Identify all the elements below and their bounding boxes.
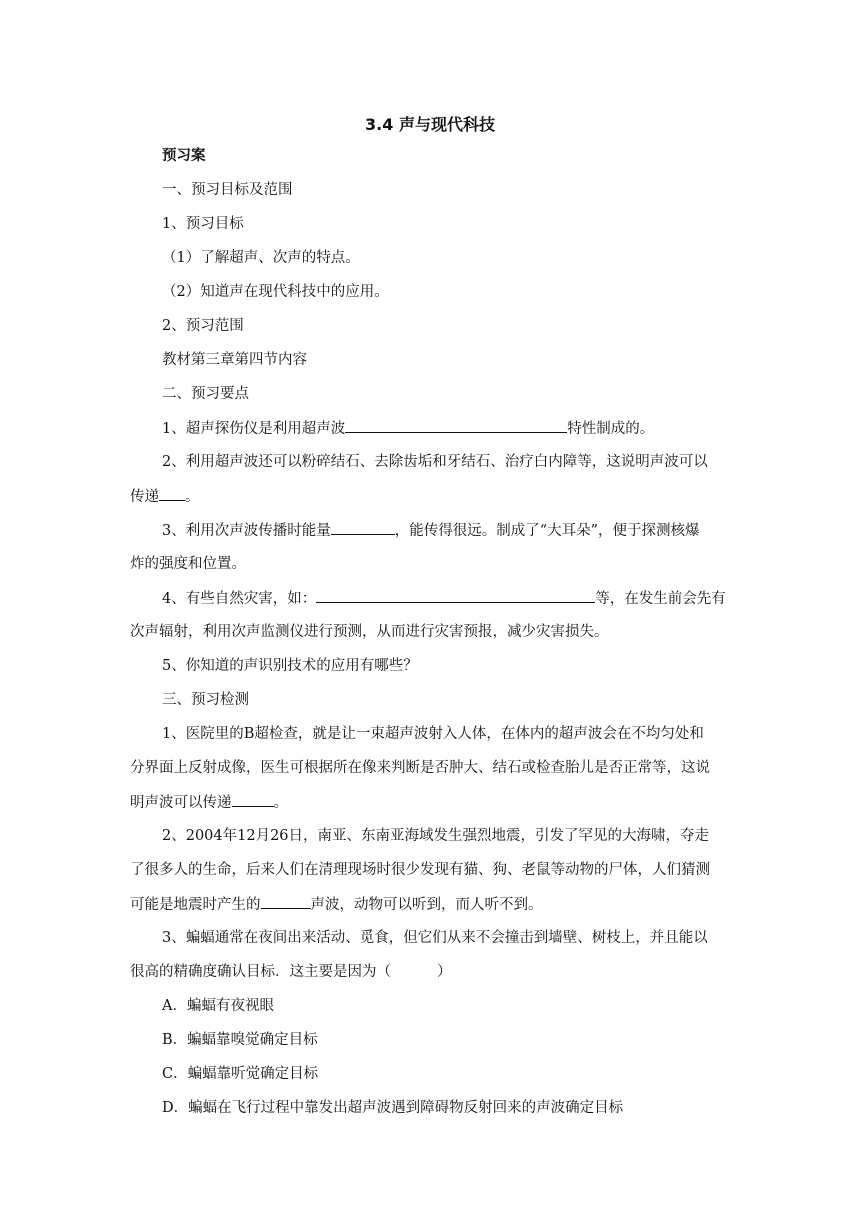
question-2-line-2: 了很多人的生命，后来人们在清理现场时很少发现有猫、狗、老鼠等动物的尸体，人们猜测: [130, 862, 710, 878]
answer-blank[interactable]: [316, 588, 595, 603]
point-1: [162, 418, 654, 439]
point-2-text-b: 传递: [130, 489, 159, 505]
question-2-text-c: 可能是地震时产生的: [130, 897, 261, 913]
answer-blank[interactable]: [261, 894, 311, 909]
heading-3: 三、预习检测: [162, 692, 249, 708]
question-3-text-c: ）: [437, 964, 452, 980]
section-heading: 预习案: [162, 148, 206, 164]
question-1-text-d: 。: [273, 795, 288, 811]
question-1-line-2: 分界面上反射成像，医生可根据所在像来判断是否肿大、结石或检查胎儿是否正常等，这说: [130, 760, 710, 776]
range-text: 教材第三章第四节内容: [162, 352, 307, 368]
point-3-text-b: ，能传得很远。制成了“大耳朵”，便于探测核爆: [394, 523, 700, 539]
option-a: A．蝙蝠有夜视眼: [162, 998, 274, 1014]
point-3-line-1: [162, 520, 700, 541]
point-4-text-b: 等，在发生前会先有: [595, 591, 726, 607]
heading-2: 二、预习要点: [162, 386, 249, 402]
answer-blank[interactable]: [331, 520, 395, 535]
point-5: 5、你知道的声识别技术的应用有哪些？: [162, 658, 418, 674]
question-2-text-d: 声波，动物可以听到，而人听不到。: [310, 897, 543, 913]
answer-blank[interactable]: [232, 792, 274, 807]
point-3-line-2: 炸的强度和位置。: [130, 556, 246, 572]
point-4-line-1: [162, 588, 726, 609]
point-2-line-2: [130, 486, 200, 507]
point-2-text-c: 。: [185, 489, 200, 505]
point-4-line-2: 次声辐射，利用次声监测仪进行预测，从而进行灾害预报，减少灾害损失。: [130, 624, 609, 640]
range-title: 2、预习范围: [162, 318, 244, 334]
goal-title: 1、预习目标: [162, 216, 244, 232]
goal-item-2: （2）知道声在现代科技中的应用。: [162, 284, 389, 300]
answer-blank[interactable]: [159, 486, 185, 501]
question-3-line-2: [130, 962, 452, 982]
option-b: B．蝙蝠靠嗅觉确定目标: [162, 1032, 318, 1048]
point-3-text-a: 3、利用次声波传播时能量: [162, 523, 331, 539]
question-3-line-1: 3、蝙蝠通常在夜间出来活动、觅食，但它们从来不会撞击到墙壁、树枝上，并且能以: [162, 930, 708, 946]
question-3-text-b: 很高的精确度确认目标．这主要是因为（: [130, 964, 391, 980]
question-1-line-1: 1、医院里的B超检查，就是让一束超声波射入人体，在体内的超声波会在不均匀处和: [162, 726, 704, 742]
point-1-text-b: 特性制成的。: [567, 421, 655, 437]
point-2-line-1: 2、利用超声波还可以粉碎结石、去除齿垢和牙结石、治疗白内障等，这说明声波可以: [162, 454, 708, 470]
heading-1: 一、预习目标及范围: [162, 182, 293, 198]
option-d: D．蝙蝠在飞行过程中靠发出超声波遇到障碍物反射回来的声波确定目标: [162, 1100, 624, 1116]
page-title: 3.4 声与现代科技: [365, 115, 495, 134]
option-c: C．蝙蝠靠听觉确定目标: [162, 1066, 319, 1082]
question-2-line-1: 2、2004年12月26日，南亚、东南亚海域发生强烈地震，引发了罕见的大海啸，夺走: [162, 828, 710, 844]
answer-blank[interactable]: [345, 418, 567, 433]
question-2-line-3: [130, 894, 543, 915]
question-1-line-3: [130, 792, 288, 813]
point-1-text-a: 1、超声探伤仪是利用超声波: [162, 421, 346, 437]
goal-item-1: （1）了解超声、次声的特点。: [162, 250, 360, 266]
question-1-text-c: 明声波可以传递: [130, 795, 232, 811]
point-4-text-a: 4、有些自然灾害，如：: [162, 591, 317, 607]
